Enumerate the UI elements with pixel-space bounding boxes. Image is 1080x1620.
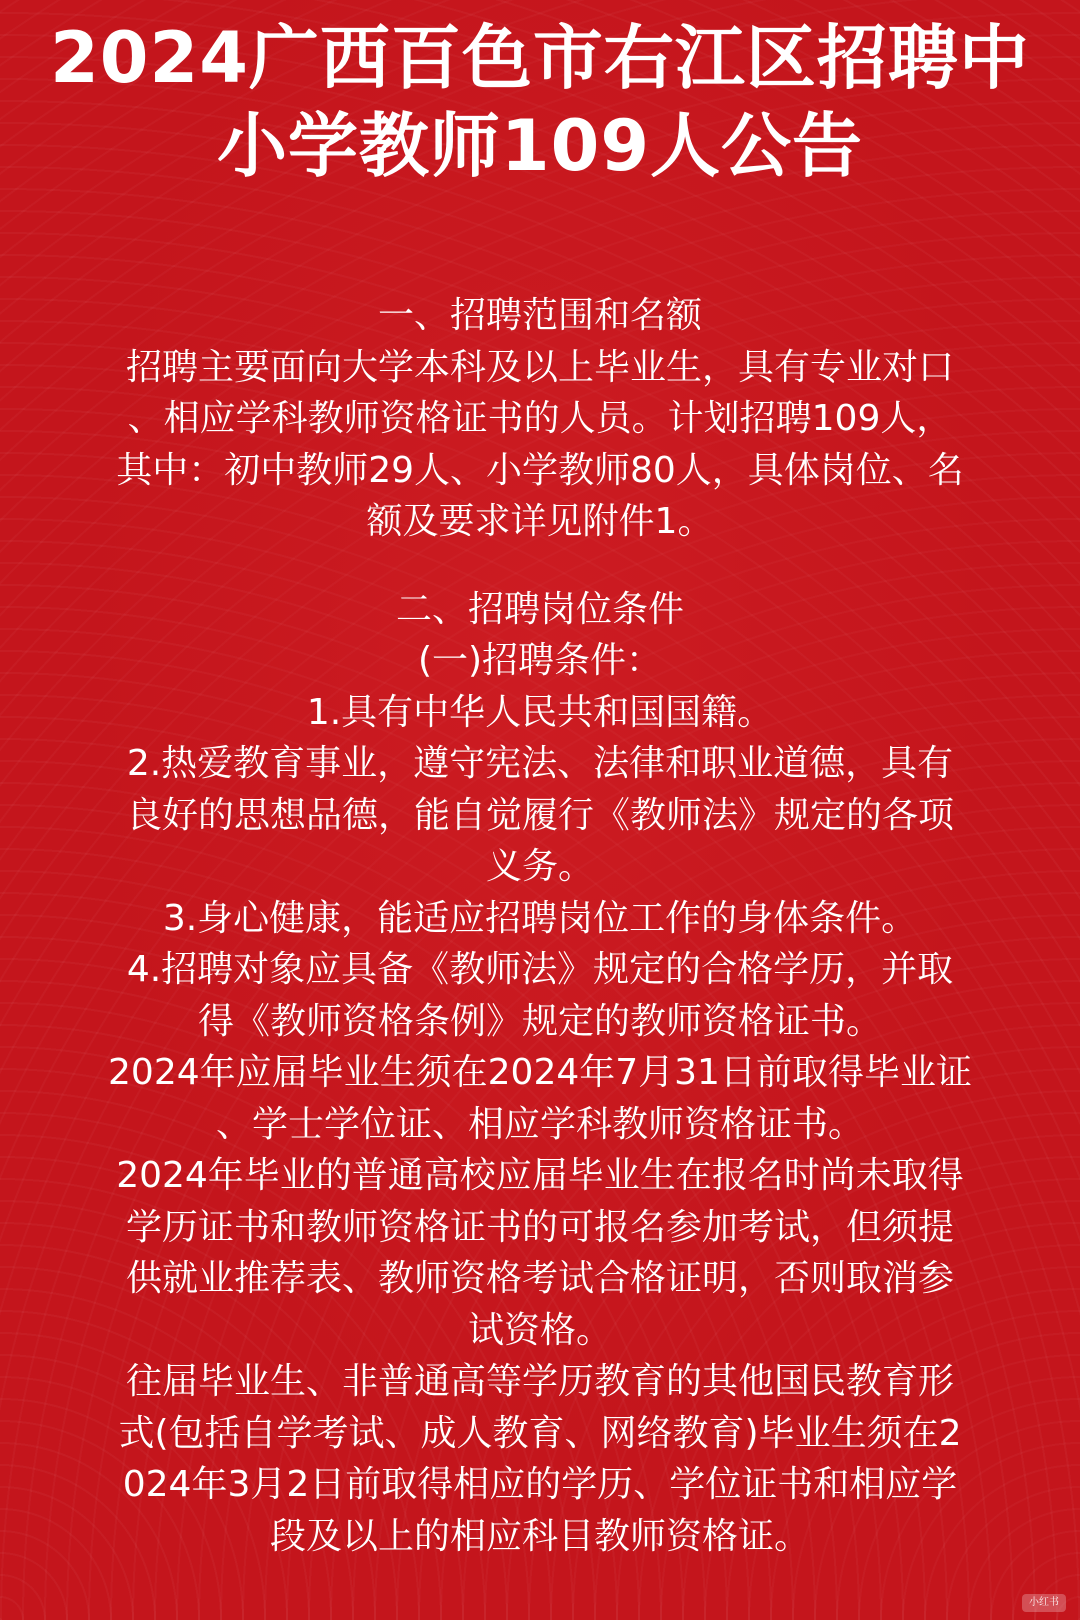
section-2-line: 4.招聘对象应具备《教师法》规定的合格学历，并取 — [126, 949, 954, 990]
section-2-line: 、学士学位证、相应学科教师资格证书。 — [215, 1103, 864, 1145]
section-2-line: 良好的思想品德，能自觉履行《教师法》规定的各项 — [125, 794, 954, 836]
section-2-line: 义务。 — [485, 846, 594, 887]
section-1-line: 招聘主要面向大学本科及以上毕业生，具有专业对口 — [125, 346, 954, 388]
section-2-line: 得《教师资格条例》规定的教师资格证书。 — [197, 1000, 882, 1042]
section-1-line: 其中：初中教师29人、小学教师80人，具体岗位、名 — [116, 449, 964, 491]
title-line-1: 2024广西百色市右江区招聘中 — [50, 17, 1030, 99]
watermark-logo: 小红书 — [1022, 1594, 1066, 1612]
section-2-line: 段及以上的相应科目教师资格证。 — [269, 1515, 810, 1557]
section-2-line: 1.具有中华人民共和国国籍。 — [306, 691, 774, 733]
section-1-line: 额及要求详见附件1。 — [366, 501, 714, 542]
section-2-heading: 二、招聘岗位条件 — [395, 588, 684, 630]
section-2-line: 试资格。 — [467, 1309, 612, 1351]
section-1-heading: 一、招聘范围和名额 — [377, 295, 702, 336]
section-2-line: 3.身心健康，能适应招聘岗位工作的身体条件。 — [162, 897, 918, 939]
section-gap — [40, 548, 1040, 584]
section-2-line: 2.热爱教育事业，遵守宪法、法律和职业道德，具有 — [126, 743, 954, 784]
section-1-line: 、相应学科教师资格证书的人员。计划招聘109人， — [127, 398, 953, 439]
announcement-body — [40, 290, 1040, 1562]
section-2-line: 式(包括自学考试、成人教育、网络教育)毕业生须在2 — [118, 1412, 962, 1454]
section-2-subheading: (一)招聘条件： — [417, 640, 663, 681]
title-line-2: 小学教师109人公告 — [216, 105, 864, 187]
section-2-line: 024年3月2日前取得相应的学历、学位证书和相应学 — [122, 1464, 958, 1505]
section-2-line: 2024年应届毕业生须在2024年7月31日前取得毕业证 — [108, 1052, 972, 1093]
section-2-line: 2024年毕业的普通高校应届毕业生在报名时尚未取得 — [116, 1155, 964, 1196]
section-2-line: 往届毕业生、非普通高等学历教育的其他国民教育形 — [125, 1361, 954, 1402]
page-title — [0, 14, 1080, 190]
section-2-line: 学历证书和教师资格证书的可报名参加考试，但须提 — [125, 1206, 954, 1248]
section-2-line: 供就业推荐表、教师资格考试合格证明，否则取消参 — [125, 1258, 954, 1299]
